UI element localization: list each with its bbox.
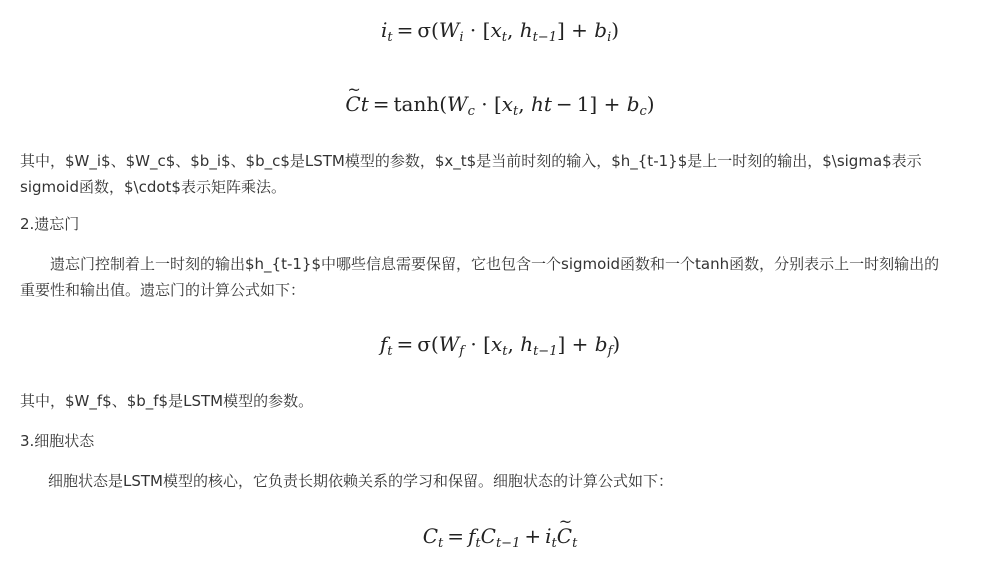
formula-op: · [ [470,332,491,356]
formula-subscript: t [387,30,393,45]
formula-subscript: t−1 [533,344,558,359]
formula-var: b [594,18,608,42]
text-line: 其中，$W_i$、$W_c$、$b_i$、$b_c$是LSTM模型的参数，$x_t$是当前时刻的输入，$h_{t-1}$是上一时刻的输出，$\sigma$表示 [20,152,922,170]
formula-subscript: f [459,344,465,359]
formula-subscript: t [551,536,557,551]
formula-op: ] + [556,18,595,42]
formula-subscript: t [502,344,508,359]
formula-func: σ( [417,332,439,356]
formula-input-gate: $i_t = \sigma(W_i \cdot [x_t$, $h_{t-1}] + b_i$) [380,18,620,45]
formula-var: W [438,332,460,356]
formula-forget-gate: $f_t = \sigma(W_f \cdot [x_t$, $h_{t-1}] + b_f$) [379,332,621,359]
paragraph-params-1 [20,148,980,200]
formula-var: b [626,92,640,116]
formula-var: f [379,332,388,356]
formula-op: , [518,92,531,116]
formula-subscript: c [639,104,647,119]
formula-var: b [594,332,608,356]
formula-var: t [360,92,369,116]
formula-op: , [506,18,520,42]
formula-subscript: t−1 [532,30,557,45]
formula-subscript: c [467,104,475,119]
formula-var: C [480,524,496,548]
formula-op: ) [611,18,620,42]
paragraph-params-2: 其中，$W_f$、$b_f$是LSTM模型的参数。 [20,392,314,410]
formula-var: x [490,18,502,42]
formula-subscript: t [387,344,393,359]
formula-var: i [380,18,388,42]
formula-candidate: ~ $Ct = \tanh(W_c \cdot [x_t$, ht − $1] + b_c$) [0,92,1000,116]
formula-var: x [501,92,514,116]
section-heading-cell-state: 3.细胞状态 [20,432,95,450]
formula-subscript: t [572,536,578,551]
formula-var: ~ C [557,524,572,548]
formula-var: x [490,332,503,356]
formula-var: h [520,332,534,356]
text-line: 遗忘门控制着上一时刻的输出$h_{t-1}$中哪些信息需要保留，它也包含一个sigmoid函数和一个tanh函数，分别表示上一时刻输出的 [50,255,940,273]
formula-var: h [519,18,533,42]
formula-op: , [507,332,521,356]
formula-func: tanh( [393,92,448,116]
formula-func: σ( [417,18,439,42]
formula-var: W [447,92,468,116]
text-line: 细胞状态是LSTM模型的核心，它负责长期依赖关系的学习和保留。细胞状态的计算公式如下： [48,472,673,490]
formula-subscript: i [459,30,464,45]
formula-subscript: t [475,536,481,551]
formula-var: C [422,524,438,548]
text-line: 重要性和输出值。遗忘门的计算公式如下： [20,281,306,299]
formula-subscript: t [501,30,507,45]
formula-op: ) [612,332,621,356]
paragraph-cell-state [20,468,980,494]
formula-op: · [ [481,92,502,116]
formula-var: f [468,524,476,548]
formula-subscript: i [607,30,612,45]
formula-op: ] + [557,332,595,356]
formula-op: · [ [469,18,491,42]
formula-var: W [438,18,460,42]
formula-var: ~ C [345,92,360,116]
section-heading-forget-gate: 2.遗忘门 [20,215,80,233]
formula-var: i [545,524,552,548]
formula-op: ] + [589,92,627,116]
text-line: sigmoid函数，$\cdot$表示矩阵乘法。 [20,178,286,196]
formula-subscript: f [607,344,613,359]
formula-number: 1 [576,92,590,116]
paragraph-forget-gate [20,251,980,303]
formula-subscript: t [513,104,519,119]
formula-cell-state: $C_t = f_tC_{t-1}$ + $i_t\sim$ $C_t$ [0,524,1000,548]
formula-subscript: t−1 [495,536,521,551]
formula-subscript: t [438,536,444,551]
formula-op: ) [646,92,655,116]
formula-var: ht [531,92,552,116]
